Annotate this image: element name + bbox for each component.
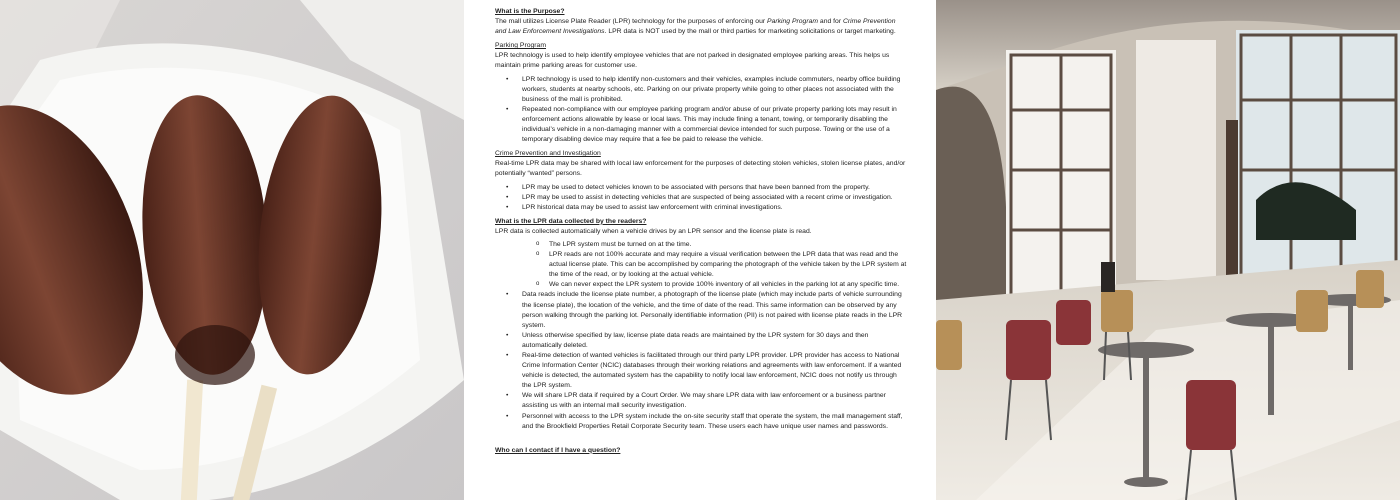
parking-program-heading: Parking Program xyxy=(495,42,546,50)
parking-bullet-list xyxy=(495,75,907,146)
list-item: • We will share LPR data if required by a Court Order. We may share LPR data with law enforcement or a business partner assisting us with an internal mall security investigation. xyxy=(495,391,907,411)
food-court-photo xyxy=(936,0,1400,500)
collected-bullet-list xyxy=(495,240,907,432)
data-collected-heading: What is the LPR data collected by the readers? xyxy=(495,217,647,225)
list-item: • Repeated non-compliance with our employee parking program and/or abuse of our private property parking lots may result in enforcement actions allowable by lease or local laws. This may include fining a tenant, towing, or temporarily disabling the individual’s vehicle in a non-damaging manner with a commercial device intended for such purpose. Towing or the use of a temporary disabling device may require that a fee be paid to release the vehicle. xyxy=(495,105,907,145)
purpose-paragraph: The mall utilizes License Plate Reader (LPR) technology for the purposes of enforcing our Parking Program and for Crime Prevention and Law Enforcement Investigations. LPR data is NOT used by the mall or third parties for marketing solicitations or target marketing. xyxy=(495,18,896,36)
crime-bullet-list xyxy=(495,183,907,213)
list-item: • Personnel with access to the LPR system include the on-site security staff that operate the system, the mall management staff, and the Brookfield Properties Retail Corporate Security team. These users each have unique user names and passwords. xyxy=(495,412,907,432)
list-item: • LPR historical data may be used to assist law enforcement with criminal investigations. xyxy=(495,203,907,213)
list-item: • Unless otherwise specified by law, license plate data reads are maintained by the LPR system for 30 days and then automatically deleted. xyxy=(495,331,907,351)
list-item: • LPR may be used to detect vehicles known to be associated with persons that have been banned from the property. xyxy=(495,183,907,193)
list-item: o LPR reads are not 100% accurate and may require a visual verification between the LPR data that was read and the actual license plate. This can be accomplished by comparing the photograph of the vehicle taken by the LPR system at the time of the read, or by looking at the actual vehicle. xyxy=(495,250,907,280)
crime-prevention-intro: Real-time LPR data may be shared with local law enforcement for the purposes of detecting stolen vehicles, stolen license plates, and/or potentially “wanted” persons. xyxy=(495,160,906,178)
contact-heading: Who can I contact if I have a question? xyxy=(495,446,621,454)
lpr-policy-document xyxy=(464,0,936,500)
parking-program-intro: LPR technology is used to help identify employee vehicles that are not parked in designated employee parking areas. This helps us maintain prime parking areas for customer use. xyxy=(495,52,890,70)
crime-prevention-heading: Crime Prevention and Investigation xyxy=(495,150,601,158)
list-item: • Real-time detection of wanted vehicles is facilitated through our third party LPR provider. LPR provider has access to National Crime Information Center (NCIC) databases through their working relations and agreements with law enforcement. If a wanted vehicle is detected, the automated system has the capability to notify local law enforcement, NCIC does not notify us through the LPR system. xyxy=(495,351,907,391)
list-item: • LPR may be used to assist in detecting vehicles that are suspected of being associated with a recent crime or investigation. xyxy=(495,193,907,203)
list-item: o We can never expect the LPR system to provide 100% inventory of all vehicles in the parking lot at any specific time. xyxy=(495,280,907,290)
corn-dogs-photo xyxy=(0,0,464,500)
list-item: • Data reads include the license plate number, a photograph of the license plate (which may include parts of vehicle surrounding the license plate), the location of the vehicle, and the time of date of the read. This same information can be observed by any person walking through the parking lot. Personally identifiable information (PII) is not paired with license plate reads in the LPR system. xyxy=(495,290,907,330)
list-item: o The LPR system must be turned on at the time. xyxy=(495,240,907,250)
list-item: • LPR technology is used to help identify non-customers and their vehicles, examples include commuters, nearby office building workers, students at nearby schools, etc. Parking on our private property while going to other places not associated with the business of the mall is prohibited. xyxy=(495,75,907,105)
data-collected-intro: LPR data is collected automatically when a vehicle drives by an LPR sensor and the license plate is read. xyxy=(495,227,812,235)
purpose-heading: What is the Purpose? xyxy=(495,8,565,15)
